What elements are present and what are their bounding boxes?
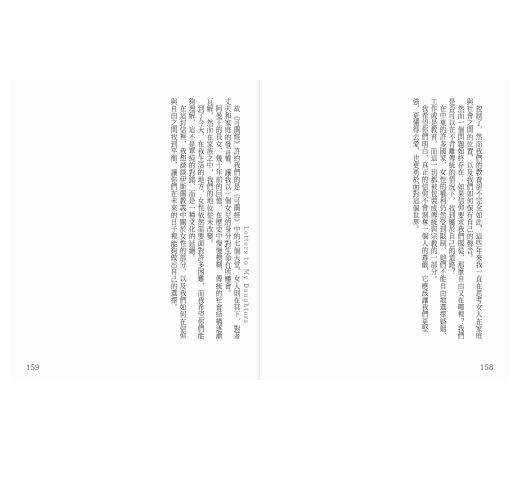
paragraph: 阿曼王的長女，幾十年前的回憶，在歷史中慢慢模糊，傳統的社會結構逐漸瓦解，然而在家族之中，我們的地位從未改變。: [205, 98, 222, 339]
paragraph: 故《可蘭經》許約我們的是《可蘭經》中的七個天堂，女人則在其下，對著丈夫和家庭的發言權，讓我以一個女兒的身分對生命有所體會。: [223, 98, 240, 339]
right-page: [260, 80, 510, 380]
page-number-left: 159: [26, 364, 40, 372]
paragraph: 在這封信裡，我想談談伊斯蘭教義中關於女性的部分，以及我們如何在信仰與自由之間找到平衡，讓你們在未來的日子裡能夠做出自己的選擇。: [169, 98, 186, 339]
paragraph: 然而一個問題始終存在：如果信仰要求我們服從，那麼自由又在哪裡？我們是否可以在不背離傳統的情況下，找到屬於自己的道路？: [447, 98, 464, 339]
paragraph: 我希望你們明白，真正的信仰不會剝奪一個人的尊嚴，它應該讓我們更堅強，更懂得去愛，也更勇於面對這個世界。: [411, 98, 428, 332]
paragraph: 到了今天，在我生活的地方，女性依然需要面對許多困難，而我希望你們能夠理解，這不是單純的對錯，而是一種文化的延續。: [187, 98, 204, 339]
paragraph: 控制了，然而我們的教養卻不完全如此，這些年來我一直在思考女人在家庭與社會之間的位置，以及我們如何保有自己的聲音。: [465, 98, 482, 339]
paragraph: 在中東的許多國家，女性的權利仍然受到限制，她們不能自由地選擇婚姻、工作或是教育，而這一切都被包裝成傳統與宗教的一部分。: [429, 98, 446, 339]
right-page-text: [274, 98, 482, 344]
page-number-right: 158: [480, 364, 494, 372]
running-head: Letters to My Daughters: [242, 226, 249, 324]
left-page: [10, 80, 260, 380]
left-page-text: [22, 98, 240, 344]
book-spread: [10, 80, 510, 380]
